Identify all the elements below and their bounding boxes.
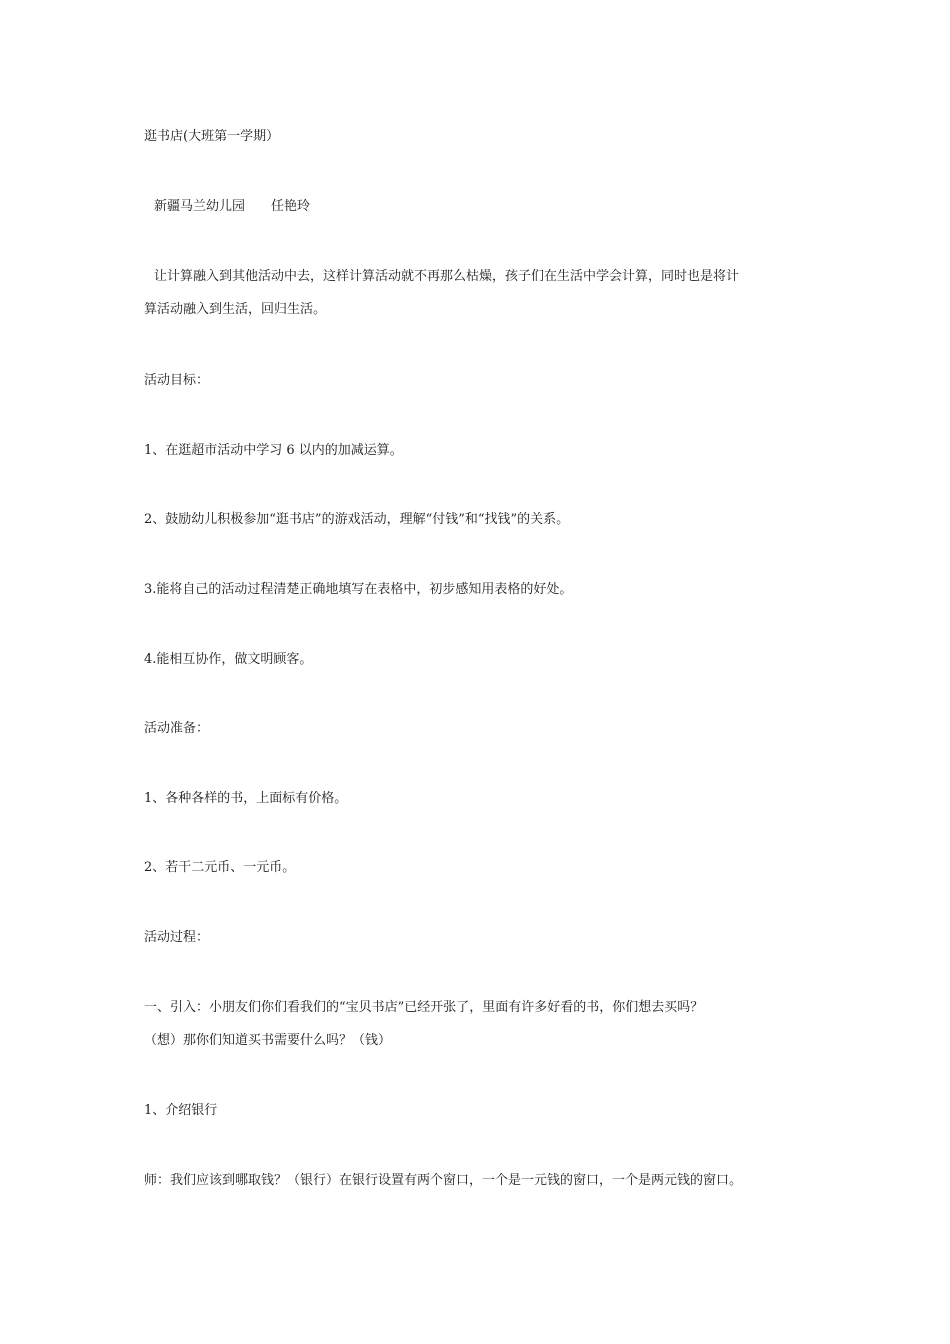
goal-item-4: 4.能相互协作，做文明顾客。 <box>144 652 313 667</box>
process-line-2: （想）那你们知道买书需要什么吗？（钱） <box>144 1033 392 1048</box>
goal-item-1: 1、在逛超市活动中学习 6 以内的加减运算。 <box>144 443 403 458</box>
prep-heading: 活动准备： <box>144 721 210 736</box>
step-1-heading: 1、介绍银行 <box>144 1103 218 1118</box>
intro-paragraph-line-1: 让计算融入到其他活动中去，这样计算活动就不再那么枯燥，孩子们在生活中学会计算，同时也是将计 <box>154 269 740 284</box>
author-line: 新疆马兰幼儿园 任艳玲 <box>154 199 311 214</box>
goals-heading: 活动目标： <box>144 373 210 388</box>
prep-item-1: 1、各种各样的书，上面标有价格。 <box>144 791 348 806</box>
goal-item-3: 3.能将自己的活动过程清楚正确地填写在表格中，初步感知用表格的好处。 <box>144 582 573 597</box>
process-heading: 活动过程： <box>144 930 210 945</box>
document-title: 逛书店(大班第一学期） <box>144 129 280 144</box>
intro-paragraph-line-2: 算活动融入到生活，回归生活。 <box>144 302 327 317</box>
teacher-dialogue-line: 师：我们应该到哪取钱？（银行）在银行设置有两个窗口，一个是一元钱的窗口，一个是两元钱的窗口。 <box>144 1173 743 1188</box>
goal-item-2: 2、鼓励幼儿积极参加“逛书店”的游戏活动，理解“付钱”和“找钱”的关系。 <box>144 512 570 527</box>
prep-item-2: 2、若干二元币、一元币。 <box>144 860 296 875</box>
process-line-1: 一、引入：小朋友们你们看我们的“宝贝书店”已经开张了，里面有许多好看的书，你们想去买吗？ <box>144 1000 704 1015</box>
